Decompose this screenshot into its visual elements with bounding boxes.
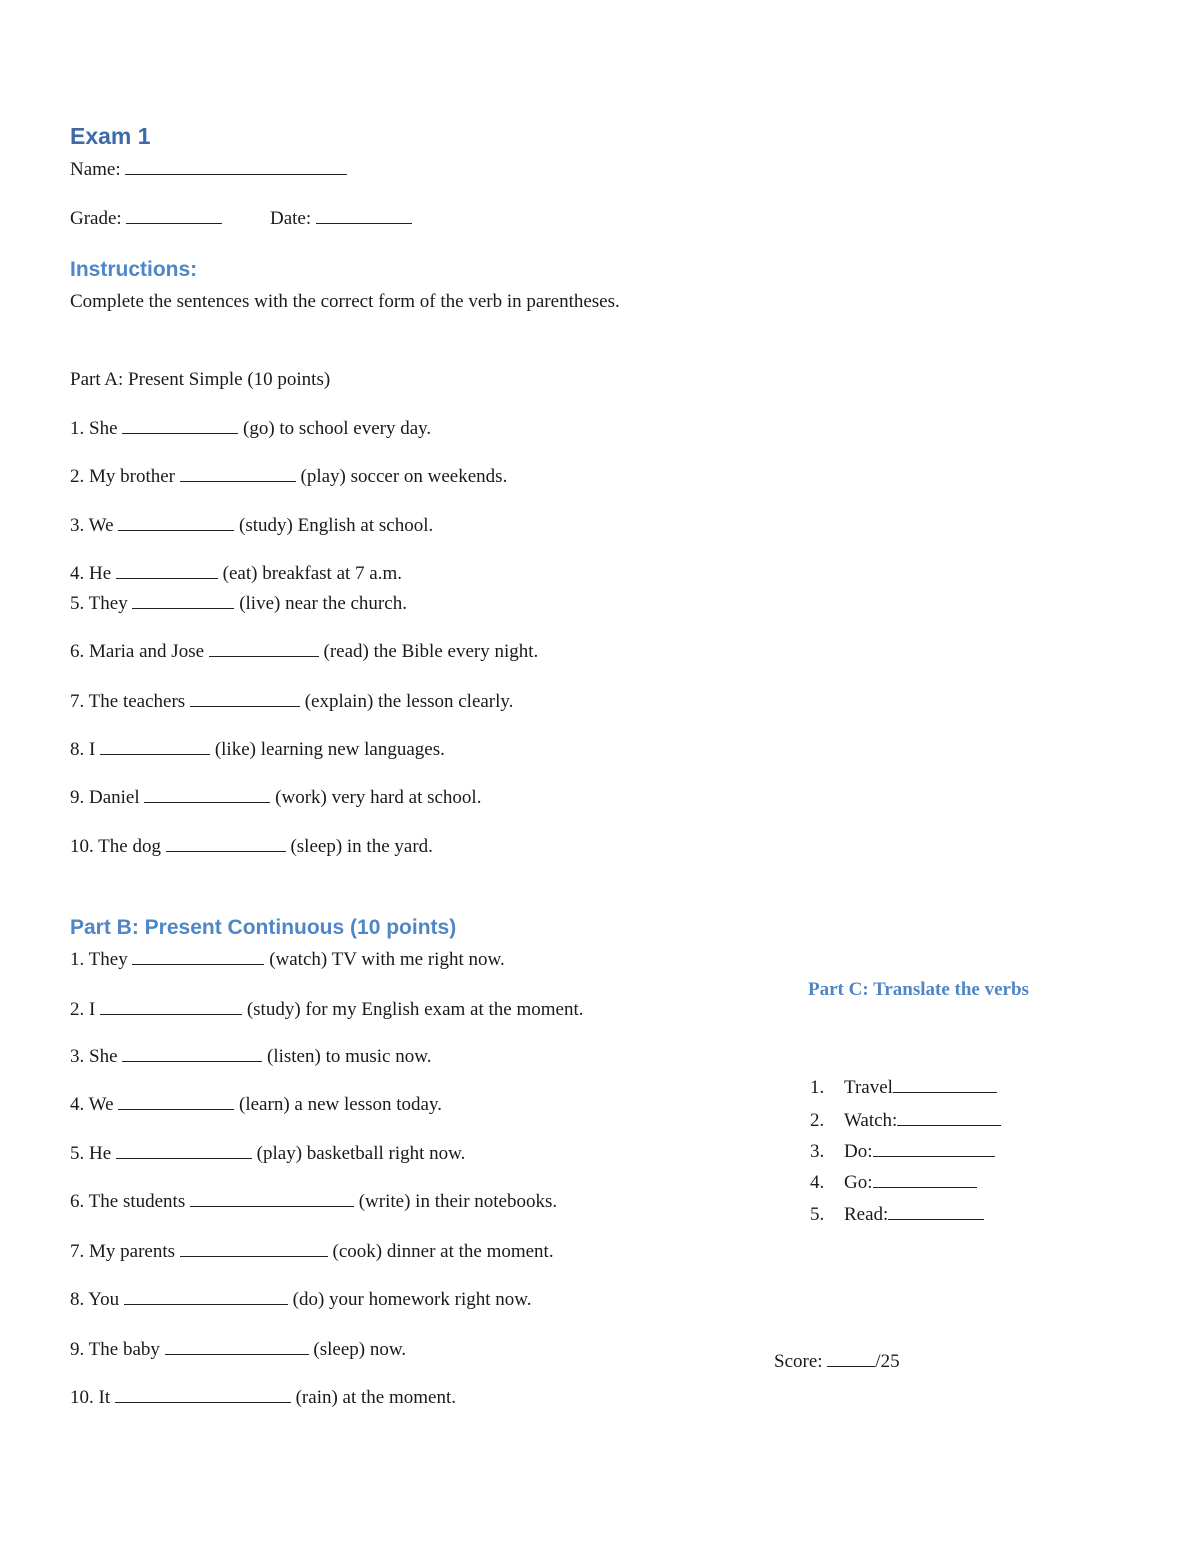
item-suffix: (sleep) now. bbox=[313, 1339, 407, 1360]
item-prefix: 10. It bbox=[70, 1387, 111, 1408]
item-suffix: (listen) to music now. bbox=[267, 1046, 432, 1067]
answer-blank[interactable] bbox=[893, 1077, 997, 1093]
answer-blank[interactable] bbox=[888, 1204, 984, 1220]
answer-blank[interactable] bbox=[115, 1387, 291, 1403]
item-label: Watch: bbox=[844, 1110, 898, 1131]
item-number: 1. bbox=[810, 1077, 825, 1098]
item-suffix: (play) soccer on weekends. bbox=[300, 466, 508, 487]
grade-label: Grade: bbox=[70, 208, 122, 229]
item-label: Read: bbox=[844, 1204, 889, 1225]
part-a-item bbox=[70, 593, 407, 615]
name-field bbox=[70, 159, 347, 181]
part-a-item bbox=[70, 466, 507, 488]
item-suffix: (work) very hard at school. bbox=[275, 787, 482, 808]
exam-title: Exam 1 bbox=[70, 123, 151, 149]
score-field bbox=[774, 1351, 900, 1373]
answer-blank[interactable] bbox=[122, 418, 238, 434]
item-suffix: (explain) the lesson clearly. bbox=[304, 691, 514, 712]
answer-blank[interactable] bbox=[122, 1046, 262, 1062]
grade-blank[interactable] bbox=[126, 208, 222, 224]
score-blank[interactable] bbox=[827, 1351, 875, 1367]
item-suffix: (go) to school every day. bbox=[243, 418, 432, 439]
item-prefix: 7. My parents bbox=[70, 1241, 176, 1262]
item-suffix: (eat) breakfast at 7 a.m. bbox=[222, 563, 403, 584]
part-a-item bbox=[70, 691, 513, 713]
score-label: Score: bbox=[774, 1351, 823, 1372]
item-prefix: 4. We bbox=[70, 1094, 114, 1115]
part-b-item bbox=[70, 1339, 406, 1361]
item-suffix: (learn) a new lesson today. bbox=[239, 1094, 442, 1115]
item-prefix: 8. You bbox=[70, 1289, 120, 1310]
instructions-heading: Instructions: bbox=[70, 258, 198, 281]
item-prefix: 3. We bbox=[70, 515, 114, 536]
item-suffix: (study) for my English exam at the moment. bbox=[246, 999, 584, 1020]
answer-blank[interactable] bbox=[180, 1241, 328, 1257]
part-c-item bbox=[810, 1172, 977, 1194]
item-prefix: 6. Maria and Jose bbox=[70, 641, 205, 662]
answer-blank[interactable] bbox=[124, 1289, 288, 1305]
score-total: /25 bbox=[875, 1351, 900, 1372]
item-prefix: 8. I bbox=[70, 739, 96, 760]
answer-blank[interactable] bbox=[132, 949, 264, 965]
answer-blank[interactable] bbox=[118, 1094, 234, 1110]
item-label: Travel bbox=[844, 1077, 893, 1098]
answer-blank[interactable] bbox=[873, 1172, 977, 1188]
item-prefix: 2. I bbox=[70, 999, 96, 1020]
part-a-heading: Part A: Present Simple (10 points) bbox=[70, 369, 331, 390]
item-prefix: 9. Daniel bbox=[70, 787, 140, 808]
part-a-item bbox=[70, 418, 431, 440]
part-b-heading: Part B: Present Continuous (10 points) bbox=[70, 916, 457, 939]
part-a-item bbox=[70, 563, 402, 585]
item-prefix: 7. The teachers bbox=[70, 691, 186, 712]
part-b-item bbox=[70, 949, 505, 971]
answer-blank[interactable] bbox=[209, 641, 319, 657]
part-c-item bbox=[810, 1077, 997, 1099]
item-label: Go: bbox=[844, 1172, 873, 1193]
part-b-item bbox=[70, 1143, 465, 1165]
item-label: Do: bbox=[844, 1141, 873, 1162]
answer-blank[interactable] bbox=[132, 593, 234, 609]
item-prefix: 3. She bbox=[70, 1046, 118, 1067]
instructions-text: Complete the sentences with the correct form of the verb in parentheses. bbox=[70, 291, 620, 312]
item-prefix: 1. They bbox=[70, 949, 128, 970]
item-number: 3. bbox=[810, 1141, 825, 1162]
item-suffix: (watch) TV with me right now. bbox=[269, 949, 505, 970]
part-a-item bbox=[70, 787, 481, 809]
grade-field bbox=[70, 208, 222, 230]
answer-blank[interactable] bbox=[873, 1141, 995, 1157]
answer-blank[interactable] bbox=[180, 466, 296, 482]
name-label: Name: bbox=[70, 159, 121, 180]
part-a-item bbox=[70, 739, 445, 761]
item-number: 4. bbox=[810, 1172, 825, 1193]
part-b-item bbox=[70, 1289, 532, 1311]
date-field bbox=[270, 208, 412, 230]
item-suffix: (rain) at the moment. bbox=[295, 1387, 456, 1408]
part-c-heading: Part C: Translate the verbs bbox=[808, 979, 1029, 1000]
item-suffix: (read) the Bible every night. bbox=[323, 641, 539, 662]
item-suffix: (study) English at school. bbox=[239, 515, 434, 536]
answer-blank[interactable] bbox=[100, 999, 242, 1015]
item-prefix: 5. They bbox=[70, 593, 128, 614]
item-prefix: 10. The dog bbox=[70, 836, 161, 857]
answer-blank[interactable] bbox=[897, 1110, 1001, 1126]
part-a-item bbox=[70, 836, 433, 858]
part-b-item bbox=[70, 1387, 456, 1409]
part-b-item bbox=[70, 999, 583, 1021]
part-b-item bbox=[70, 1094, 442, 1116]
item-suffix: (play) basketball right now. bbox=[256, 1143, 466, 1164]
item-suffix: (sleep) in the yard. bbox=[290, 836, 433, 857]
answer-blank[interactable] bbox=[190, 1191, 354, 1207]
item-prefix: 5. He bbox=[70, 1143, 112, 1164]
item-suffix: (cook) dinner at the moment. bbox=[332, 1241, 554, 1262]
answer-blank[interactable] bbox=[166, 836, 286, 852]
item-suffix: (do) your homework right now. bbox=[292, 1289, 532, 1310]
item-prefix: 2. My brother bbox=[70, 466, 176, 487]
part-b-item bbox=[70, 1046, 431, 1068]
answer-blank[interactable] bbox=[100, 739, 210, 755]
item-suffix: (write) in their notebooks. bbox=[358, 1191, 558, 1212]
item-number: 2. bbox=[810, 1110, 825, 1131]
item-prefix: 1. She bbox=[70, 418, 118, 439]
item-number: 5. bbox=[810, 1204, 825, 1225]
item-prefix: 9. The baby bbox=[70, 1339, 160, 1360]
part-c-item bbox=[810, 1204, 984, 1226]
item-prefix: 4. He bbox=[70, 563, 112, 584]
answer-blank[interactable] bbox=[144, 787, 270, 803]
item-prefix: 6. The students bbox=[70, 1191, 186, 1212]
answer-blank[interactable] bbox=[118, 515, 234, 531]
item-suffix: (live) near the church. bbox=[239, 593, 407, 614]
part-a-item bbox=[70, 641, 538, 663]
part-a-item bbox=[70, 515, 433, 537]
answer-blank[interactable] bbox=[116, 563, 218, 579]
answer-blank[interactable] bbox=[190, 691, 300, 707]
item-suffix: (like) learning new languages. bbox=[214, 739, 445, 760]
date-blank[interactable] bbox=[316, 208, 412, 224]
answer-blank[interactable] bbox=[116, 1143, 252, 1159]
part-c-item bbox=[810, 1141, 995, 1163]
part-b-item bbox=[70, 1241, 554, 1263]
date-label: Date: bbox=[270, 208, 312, 229]
name-blank[interactable] bbox=[125, 159, 347, 175]
answer-blank[interactable] bbox=[165, 1339, 309, 1355]
part-b-item bbox=[70, 1191, 557, 1213]
part-c-item bbox=[810, 1110, 1001, 1132]
